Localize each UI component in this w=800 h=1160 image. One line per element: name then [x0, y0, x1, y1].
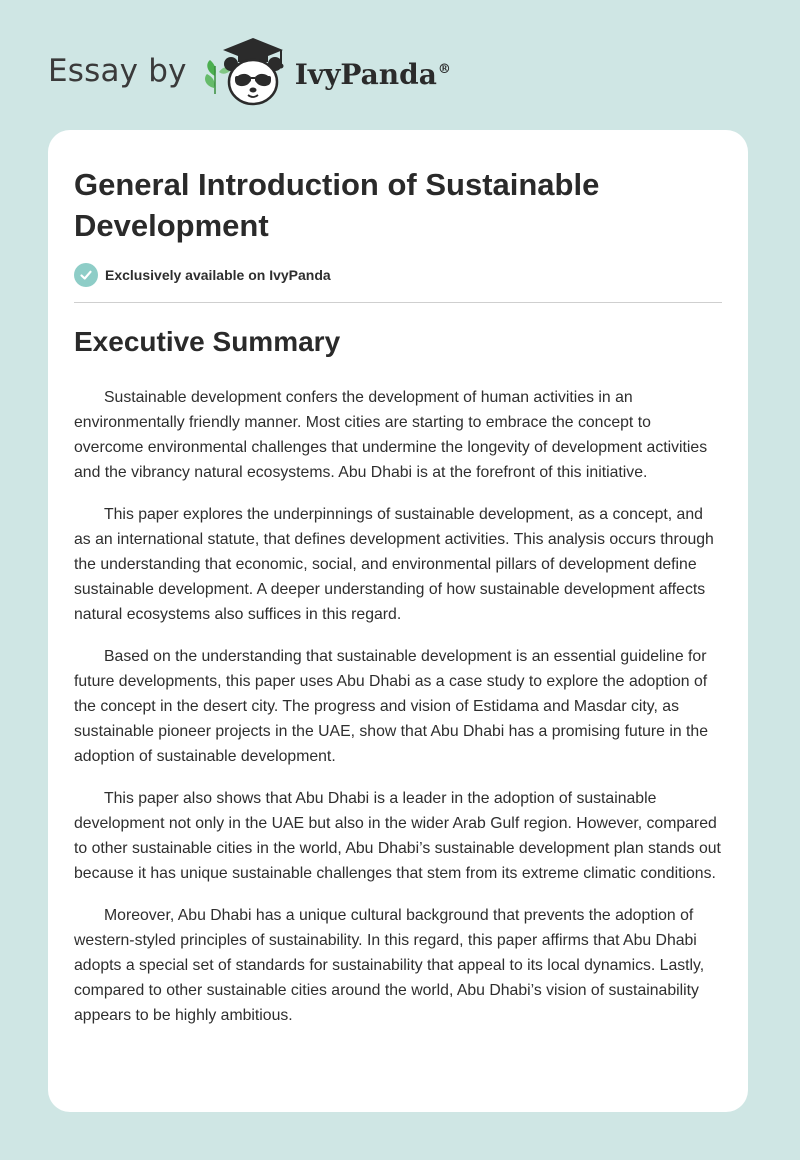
essay-by-label: Essay by: [48, 53, 187, 89]
registered-mark: ®: [437, 62, 451, 78]
paragraph: Moreover, Abu Dhabi has a unique cultural background that prevents the adoption of western-styled principles of sustainability. In this regard, this paper affirms that Abu Dhabi adopts a special set of standards for sustainability that appeal to its local dynamics. Lastly, compared to other sustainable cities around the world, Abu Dhabi’s vision of sustainability appears to be highly ambitious.: [74, 907, 705, 1024]
site-header: [48, 32, 451, 110]
paragraph: Based on the understanding that sustainable development is an essential guideline for future developments, this paper uses Abu Dhabi as a case study to explore the adoption of the concept in the desert city. The progress and vision of Estidama and Masdar city, as sustainable pioneer projects in the UAE, show that Abu Dhabi has a promising future in the adoption of sustainable development.: [74, 648, 709, 765]
section-heading: Executive Summary: [74, 326, 341, 357]
exclusive-badge: [74, 263, 331, 287]
divider: [74, 302, 722, 303]
page-title: General Introduction of Sustainable Development: [74, 167, 600, 243]
paragraph: This paper also shows that Abu Dhabi is a leader in the adoption of sustainable development not only in the UAE but also in the wider Arab Gulf region. However, compared to other sustainable cities in the world, Abu Dhabi’s sustainable development plan stands out because it has unique sustainable challenges that stem from its extreme climatic conditions.: [74, 790, 721, 882]
brand-name[interactable]: IvyPanda®: [294, 57, 451, 91]
check-icon: [74, 263, 98, 287]
paragraph: This paper explores the underpinnings of sustainable development, as a concept, and as an international statute, that defines development activities. This analysis occurs through the understanding that economic, social, and environmental pillars of development define sustainable development. A deeper understanding of how sustainable development affects natural ecosystems also suffices in this regard.: [74, 506, 714, 623]
exclusive-badge-label: Exclusively available on IvyPanda: [105, 267, 331, 283]
article-body: [74, 385, 722, 1045]
paragraph: Sustainable development confers the development of human activities in an environmentally friendly manner. Most cities are starting to embrace the concept to overcome environmental challenges that undermine the longevity of development activities and the vibrancy natural ecosystems. Abu Dhabi is at the forefront of this initiative.: [74, 389, 708, 481]
panda-graduate-icon[interactable]: [201, 32, 291, 110]
article-card: [48, 130, 748, 1112]
